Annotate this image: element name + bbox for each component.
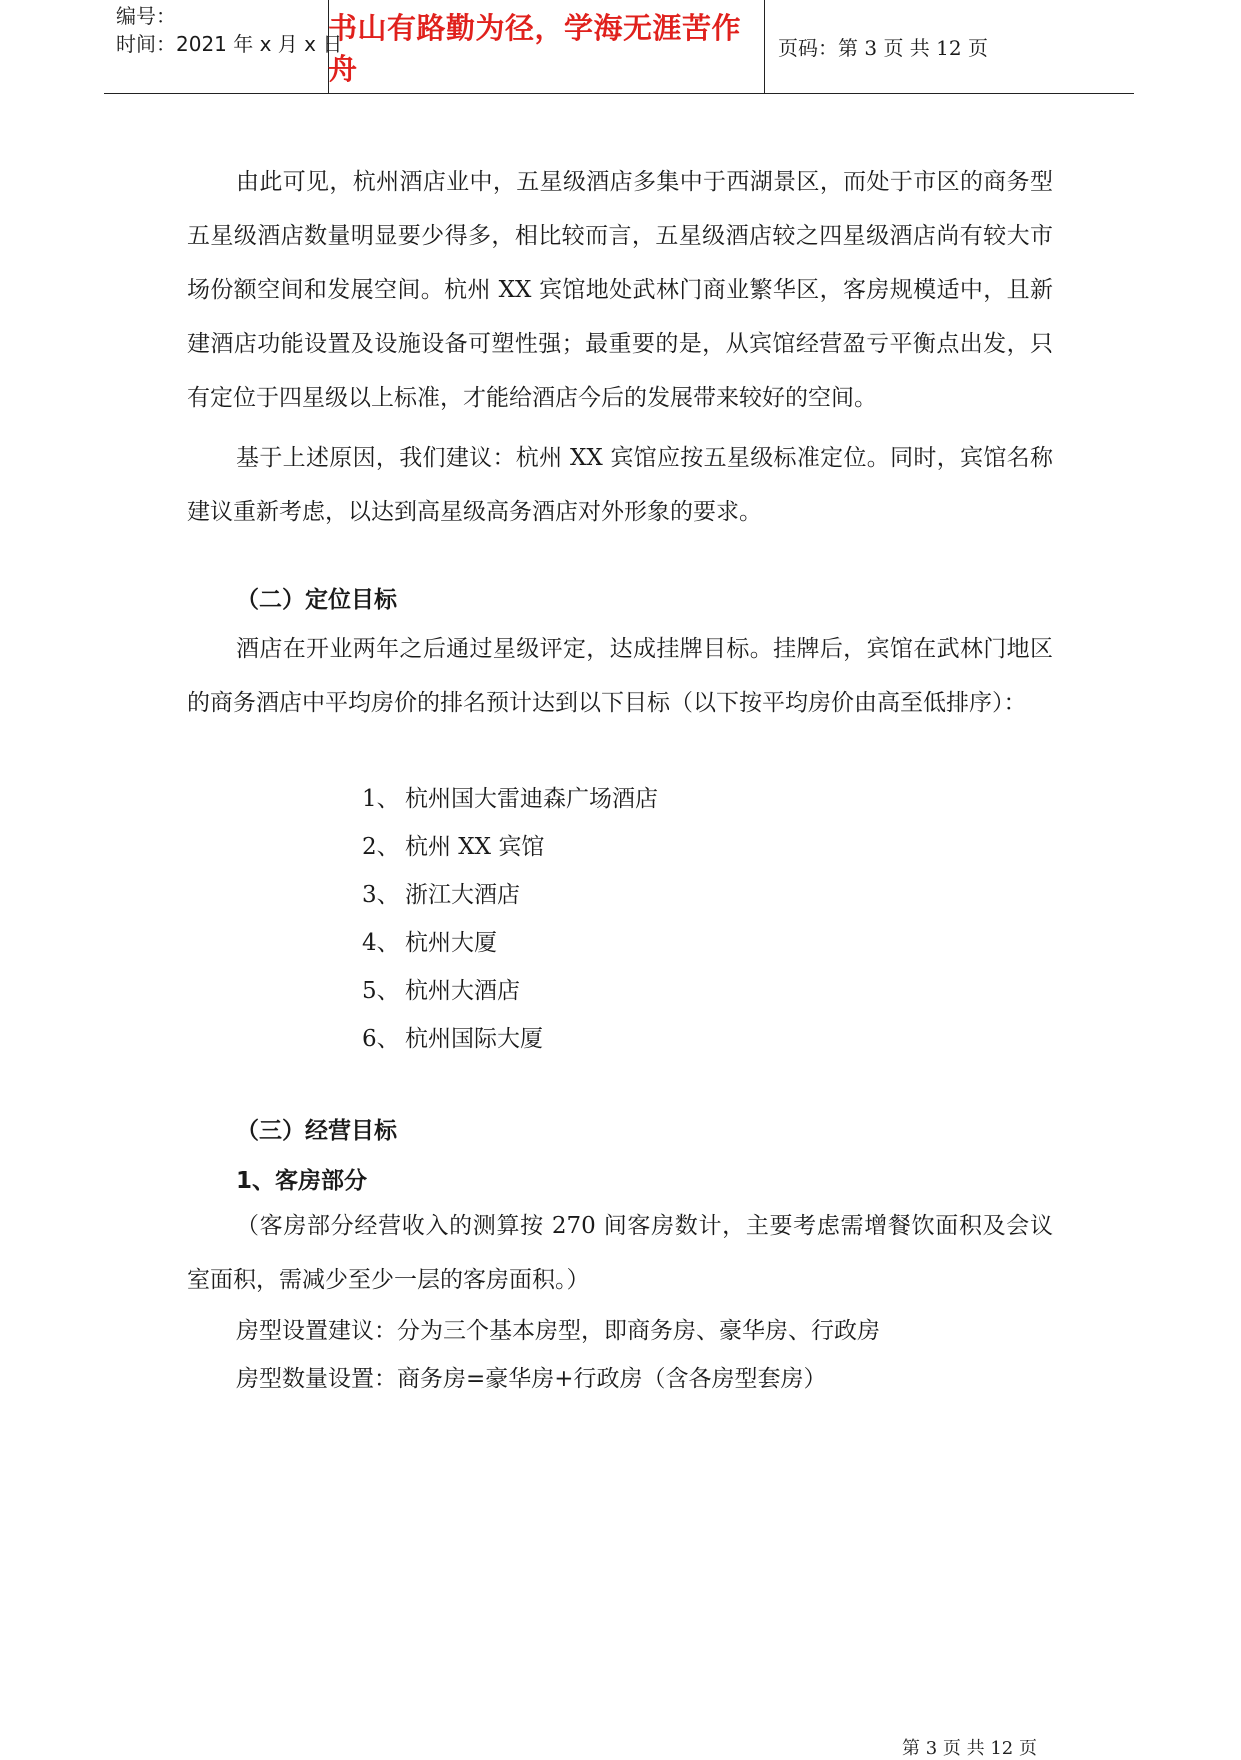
header-motto: 书山有路勤为径，学海无涯苦作舟 <box>328 10 742 86</box>
page-footer: 第 3 页 共 12 页 <box>902 1738 1037 1759</box>
paragraph-analysis: 由此可见，杭州酒店业中，五星级酒店多集中于西湖景区，而处于市区的商务型五星级酒店数量明显要少得多，相比较而言，五星级酒店较之四星级酒店尚有较大市场份额空间和发展空间。杭州 XX 宾馆地处武林门商业繁华区，客房规模适中，且新建酒店功能设置及设施设备可塑性强；最重要的是，从宾馆经营盈亏平衡点出发，只有定位于四星级以上标准，才能给酒店今后的发展带来较好的空间。 <box>187 169 1053 411</box>
list-item: 3、 浙江大酒店 <box>362 882 520 908</box>
list-item: 5、 杭州大酒店 <box>362 978 520 1004</box>
paragraph-positioning-goal: 酒店在开业两年之后通过星级评定，达成挂牌目标。挂牌后，宾馆在武林门地区的商务酒店中平均房价的排名预计达到以下目标（以下按平均房价由高至低排序）： <box>187 636 1053 716</box>
date-label: 时间：2021 年 x 月 x 日 <box>116 32 343 56</box>
list-item: 2、 杭州 XX 宾馆 <box>362 834 545 860</box>
room-quantity-setting: 房型数量设置：商务房=豪华房+行政房（含各房型套房） <box>236 1366 827 1392</box>
list-item: 4、 杭州大厦 <box>362 930 497 956</box>
subheading-rooms: 1、客房部分 <box>236 1168 368 1194</box>
room-type-suggestion: 房型设置建议：分为三个基本房型，即商务房、豪华房、行政房 <box>236 1318 880 1344</box>
list-item: 1、 杭州国大雷迪森广场酒店 <box>362 786 658 812</box>
section-heading-operating-goal: （三）经营目标 <box>236 1118 397 1144</box>
paragraph-recommendation: 基于上述原因，我们建议：杭州 XX 宾馆应按五星级标准定位。同时，宾馆名称建议重新考虑，以达到高星级高务酒店对外形象的要求。 <box>187 445 1053 525</box>
paragraph-rooms-note: （客房部分经营收入的测算按 270 间客房数计，主要考虑需增餐饮面积及会议室面积，需减少至少一层的客房面积。） <box>187 1213 1053 1293</box>
section-heading-positioning-goal: （二）定位目标 <box>236 587 397 613</box>
page-header <box>104 0 1134 94</box>
header-meta <box>104 0 366 93</box>
serial-number-label: 编号： <box>116 4 176 28</box>
header-page-number: 页码：第 3 页 共 12 页 <box>778 36 988 60</box>
list-item: 6、 杭州国际大厦 <box>362 1026 543 1052</box>
